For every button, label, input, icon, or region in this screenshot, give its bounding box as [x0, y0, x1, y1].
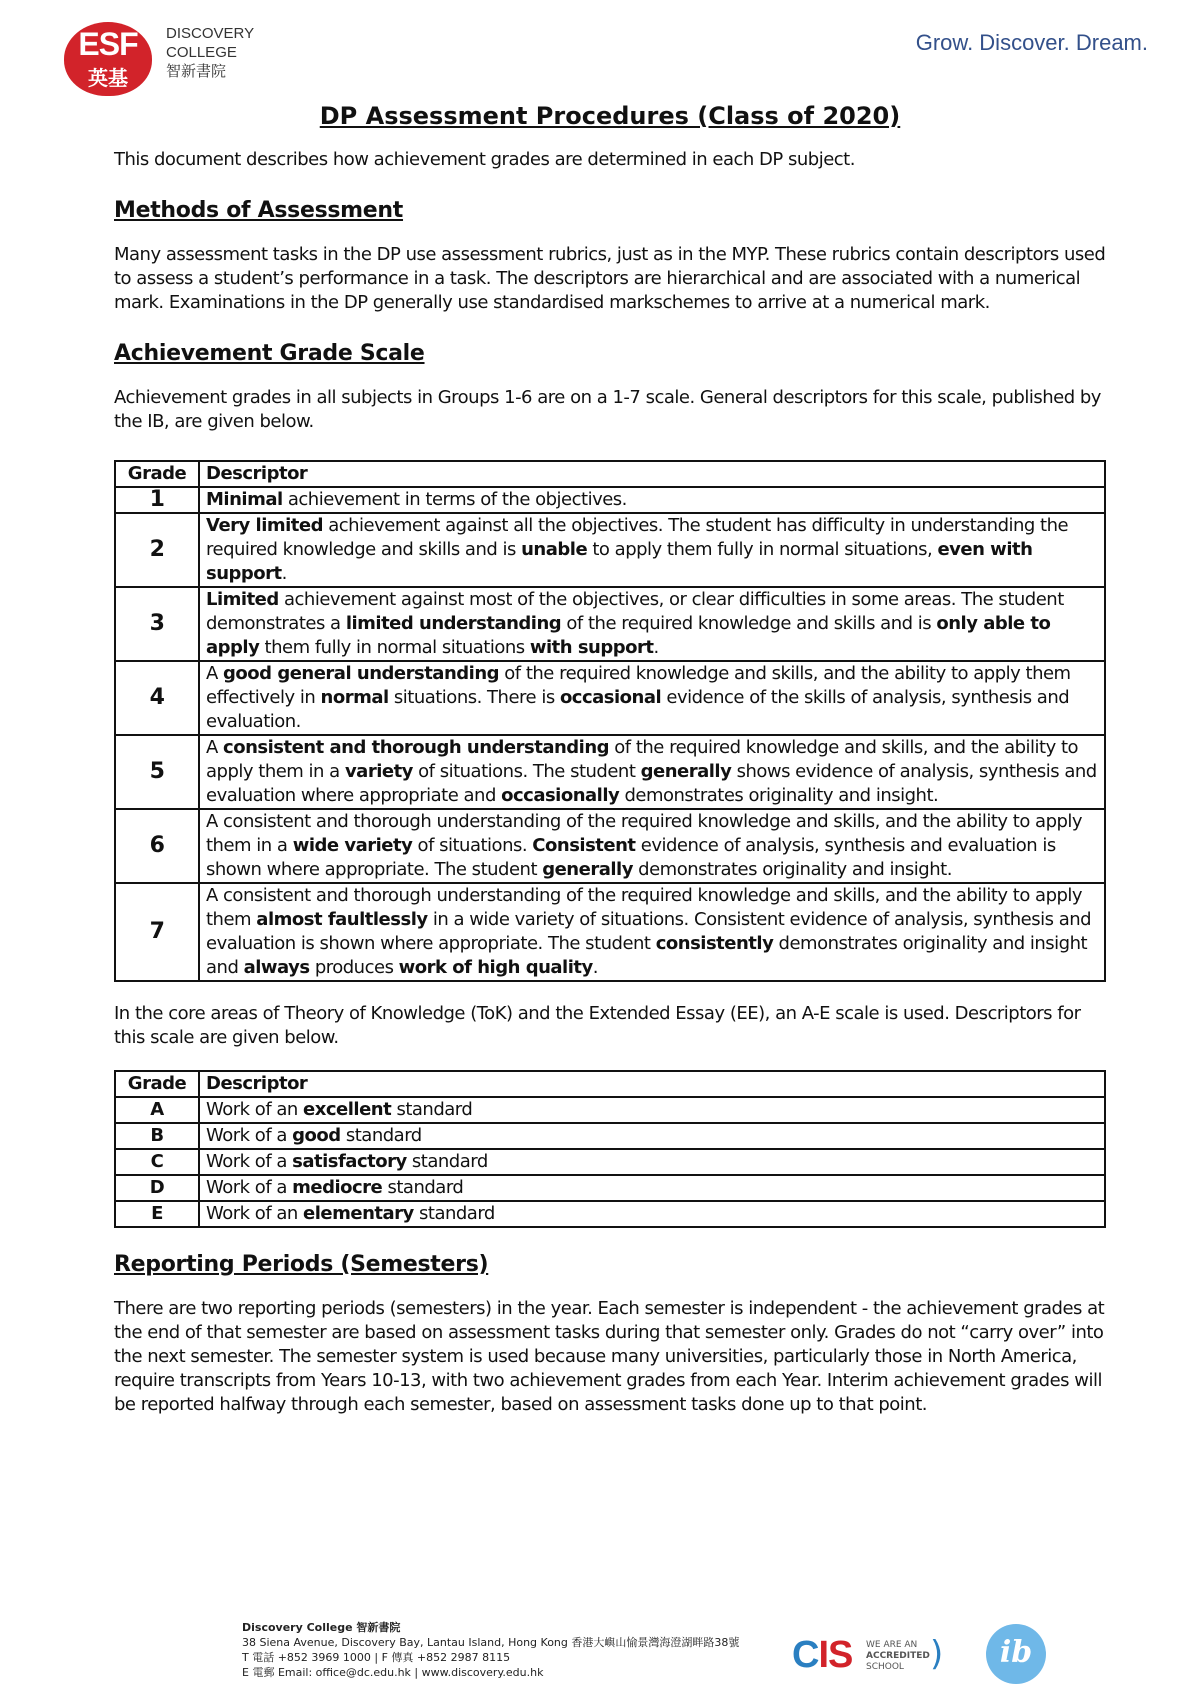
grade-cell: 4 — [115, 661, 199, 735]
descriptor-cell — [199, 1201, 1105, 1227]
descriptor-emphasis: occasional — [559, 687, 662, 708]
descriptor-text: achievement in terms of the objectives. — [282, 489, 627, 510]
core-grade-rows — [115, 1097, 1105, 1227]
logo-esf-text: ESF — [78, 26, 138, 62]
core-grade-table — [114, 1070, 1106, 1228]
grade-scale-rows — [115, 487, 1105, 981]
logo-chinese-text: 英基 — [88, 66, 128, 90]
footer-address-line: 38 Siena Avenue, Discovery Bay, Lantau Island, Hong Kong 香港大嶼山愉景灣海澄湖畔路38號 — [242, 1636, 740, 1649]
descriptor-emphasis: good general understanding — [223, 663, 500, 684]
document-body — [114, 102, 1106, 1417]
table-header-row — [115, 1071, 1105, 1097]
descriptor-cell — [199, 661, 1105, 735]
footer-address — [242, 1620, 739, 1680]
footer-email-line: E 電郵 Email: office@dc.edu.hk | www.discovery.edu.hk — [242, 1666, 544, 1679]
descriptor-text: standard — [391, 1099, 473, 1120]
methods-heading: Methods of Assessment — [114, 198, 404, 223]
descriptor-text: produces — [309, 957, 399, 978]
descriptor-text: situations. There is — [388, 687, 560, 708]
grade-column-header: Grade — [115, 461, 199, 487]
cis-bracket-icon: ) — [930, 1634, 944, 1674]
descriptor-text: of the required knowledge and skills, and the ability to apply them in a — [206, 737, 1079, 782]
table-row — [115, 735, 1105, 809]
grade-cell: 2 — [115, 513, 199, 587]
tagline: Grow. Discover. Dream. — [915, 30, 1148, 55]
descriptor-text: A consistent and thorough understanding of the required knowledge and skills, and the ability to apply them in a — [206, 811, 1083, 856]
grade-cell: 6 — [115, 809, 199, 883]
table-row — [115, 1149, 1105, 1175]
table-row — [115, 587, 1105, 661]
descriptor-text: of situations. — [412, 835, 533, 856]
descriptor-text: standard — [413, 1203, 495, 1224]
descriptor-cell — [199, 513, 1105, 587]
logo-line-3: 智新書院 — [166, 63, 227, 80]
reporting-paragraph: There are two reporting periods (semesters) in the year. Each semester is independent - the achievement grades at the end of that semester are based on assessment tasks during that semester only. Grades do not “carry over” into the next semester. The semester system is used because many universities, particularly those in North America, require transcripts from Years 10-13, with two achievement grades from each Year. Interim achievement grades will be reported halfway through each semester, based on assessment tasks done up to that point. — [114, 1298, 1105, 1415]
logo-line-1: DISCOVERY — [166, 25, 255, 42]
descriptor-text: them fully in normal situations — [259, 637, 530, 658]
descriptor-text: . — [653, 637, 659, 658]
table-row — [115, 809, 1105, 883]
grade-cell: 5 — [115, 735, 199, 809]
descriptor-emphasis: consistent and thorough understanding — [223, 737, 610, 758]
cis-line-2: ACCREDITED — [866, 1651, 930, 1661]
grade-scale-table — [114, 460, 1106, 982]
grade-cell: B — [115, 1123, 199, 1149]
descriptor-text: . — [281, 563, 287, 584]
descriptor-emphasis: wide variety — [292, 835, 413, 856]
descriptor-text: A consistent and thorough understanding of the required knowledge and skills, and the ability to apply them — [206, 885, 1083, 930]
descriptor-text: achievement against most of the objectives, or clear difficulties in some areas. The student demonstrates a — [206, 589, 1064, 634]
cis-accreditation-logo — [792, 1634, 944, 1677]
table-row — [115, 1097, 1105, 1123]
descriptor-emphasis: with support — [529, 637, 654, 658]
grade-cell: A — [115, 1097, 199, 1123]
cis-line-1: WE ARE AN — [866, 1640, 918, 1650]
table-row — [115, 513, 1105, 587]
cis-mark — [792, 1634, 852, 1677]
descriptor-text: demonstrates originality and insight. — [632, 859, 952, 880]
scale-paragraph: Achievement grades in all subjects in Groups 1-6 are on a 1-7 scale. General descriptors for this scale, published by the IB, are given below. — [114, 387, 1101, 432]
logo-line-2: COLLEGE — [166, 44, 237, 61]
descriptor-text: achievement against all the objectives. The student has difficulty in understanding the required knowledge and skills and is — [206, 515, 1069, 560]
intro-paragraph: This document describes how achievement grades are determined in each DP subject. — [114, 149, 855, 170]
descriptor-text: of the required knowledge and skills and is — [561, 613, 937, 634]
descriptor-emphasis: Minimal — [206, 489, 283, 510]
descriptor-cell — [199, 735, 1105, 809]
descriptor-cell — [199, 1123, 1105, 1149]
descriptor-text: Work of an — [206, 1099, 304, 1120]
descriptor-emphasis: mediocre — [292, 1177, 383, 1198]
descriptor-emphasis: satisfactory — [292, 1151, 407, 1172]
grade-cell: 1 — [115, 487, 199, 513]
footer-phone-line: T 電話 +852 3969 1000 | F 傳真 +852 2987 8115 — [242, 1651, 511, 1664]
core-paragraph: In the core areas of Theory of Knowledge (ToK) and the Extended Essay (EE), an A-E scale is used. Descriptors for this scale are given below. — [114, 1003, 1081, 1048]
descriptor-emphasis: only able to apply — [206, 613, 1051, 658]
descriptor-text: of the required knowledge and skills, and the ability to apply them effectively in — [206, 663, 1071, 708]
page-title: DP Assessment Procedures (Class of 2020) — [319, 102, 901, 130]
descriptor-column-header: Descriptor — [199, 461, 1105, 487]
descriptor-emphasis: Consistent — [532, 835, 636, 856]
descriptor-text: A — [206, 737, 224, 758]
descriptor-emphasis: unable — [521, 539, 588, 560]
descriptor-emphasis: normal — [320, 687, 389, 708]
descriptor-emphasis: always — [243, 957, 310, 978]
cis-mark-c: C — [792, 1634, 819, 1676]
descriptor-emphasis: generally — [542, 859, 633, 880]
descriptor-emphasis: good — [292, 1125, 341, 1146]
grade-cell: C — [115, 1149, 199, 1175]
descriptor-text: Work of a — [206, 1177, 293, 1198]
descriptor-cell — [199, 809, 1105, 883]
descriptor-cell — [199, 1097, 1105, 1123]
descriptor-text: standard — [340, 1125, 422, 1146]
cis-text — [866, 1640, 930, 1673]
table-header-row — [115, 461, 1105, 487]
table-row — [115, 1123, 1105, 1149]
descriptor-text: A — [206, 663, 224, 684]
descriptor-text: in a wide variety of situations. Consistent evidence of analysis, synthesis and evaluation is shown where appropriate. The student — [206, 909, 1092, 954]
grade-cell: D — [115, 1175, 199, 1201]
descriptor-cell — [199, 487, 1105, 513]
esf-logo-mark — [64, 22, 152, 96]
descriptor-emphasis: Very limited — [206, 515, 323, 536]
descriptor-emphasis: excellent — [303, 1099, 392, 1120]
grade-cell: 7 — [115, 883, 199, 981]
descriptor-cell — [199, 1175, 1105, 1201]
table-row — [115, 661, 1105, 735]
descriptor-emphasis: work of high quality — [398, 957, 593, 978]
table-row — [115, 1201, 1105, 1227]
descriptor-text: Work of a — [206, 1125, 293, 1146]
descriptor-text: demonstrates originality and insight. — [619, 785, 939, 806]
descriptor-text: Work of a — [206, 1151, 293, 1172]
descriptor-emphasis: Limited — [206, 589, 279, 610]
scale-heading: Achievement Grade Scale — [114, 341, 425, 366]
descriptor-emphasis: variety — [344, 761, 413, 782]
descriptor-cell — [199, 1149, 1105, 1175]
grade-cell: 3 — [115, 587, 199, 661]
descriptor-text: Work of an — [206, 1203, 304, 1224]
descriptor-column-header: Descriptor — [199, 1071, 1105, 1097]
reporting-heading: Reporting Periods (Semesters) — [114, 1252, 489, 1277]
descriptor-emphasis: consistently — [655, 933, 774, 954]
descriptor-text: evidence of the skills of analysis, synthesis and evaluation. — [206, 687, 1070, 732]
descriptor-text: standard — [406, 1151, 488, 1172]
ib-logo: ib — [986, 1624, 1046, 1684]
grade-cell: E — [115, 1201, 199, 1227]
descriptor-emphasis: occasionally — [501, 785, 620, 806]
table-row — [115, 487, 1105, 513]
descriptor-text: of situations. The student — [412, 761, 641, 782]
cis-mark-is: IS — [818, 1634, 853, 1676]
cis-line-3: SCHOOL — [866, 1662, 904, 1672]
descriptor-emphasis: almost faultlessly — [256, 909, 428, 930]
table-row — [115, 883, 1105, 981]
methods-paragraph: Many assessment tasks in the DP use assessment rubrics, just as in the MYP. These rubrics contain descriptors used to assess a student’s performance in a task. The descriptors are hierarchical and are associated with a numerical mark. Examinations in the DP generally use standardised markschemes to arrive at a numerical mark. — [114, 244, 1106, 313]
descriptor-text: evidence of analysis, synthesis and evaluation is shown where appropriate. The student — [206, 835, 1056, 880]
descriptor-text: to apply them fully in normal situations, — [587, 539, 938, 560]
descriptor-cell — [199, 883, 1105, 981]
descriptor-emphasis: generally — [640, 761, 732, 782]
descriptor-text: standard — [382, 1177, 464, 1198]
descriptor-emphasis: even with support — [206, 539, 1033, 584]
logo-college-name — [166, 24, 254, 81]
footer-college-name: Discovery College 智新書院 — [242, 1621, 401, 1634]
descriptor-text: shows evidence of analysis, synthesis and evaluation where appropriate and — [206, 761, 1097, 806]
descriptor-emphasis: limited understanding — [345, 613, 562, 634]
table-row — [115, 1175, 1105, 1201]
descriptor-emphasis: elementary — [303, 1203, 414, 1224]
descriptor-text: demonstrates originality and insight and — [206, 933, 1088, 978]
grade-column-header: Grade — [115, 1071, 199, 1097]
descriptor-text: . — [592, 957, 598, 978]
descriptor-cell — [199, 587, 1105, 661]
